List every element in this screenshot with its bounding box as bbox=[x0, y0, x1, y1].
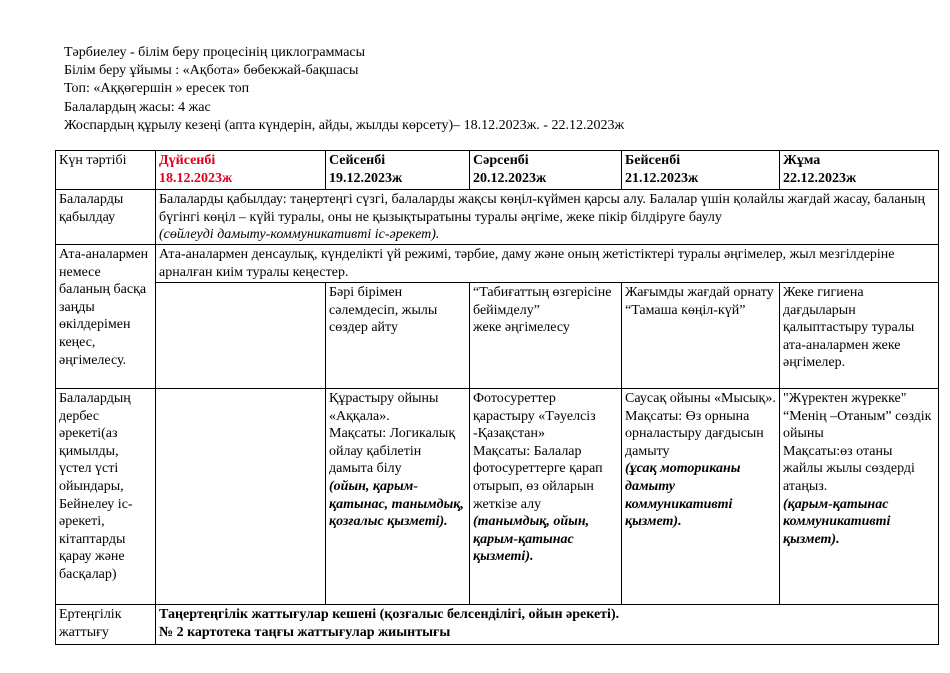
game-goal: Мақсаты: Өз орнына орналастыру дағдысын дамыту bbox=[625, 408, 764, 459]
table-row bbox=[56, 245, 939, 283]
table-row bbox=[56, 389, 939, 605]
independent-thursday-cell bbox=[622, 389, 780, 605]
reception-activity: (сөйлеуді дамыту-коммуникативті іс-әрекет). bbox=[159, 227, 440, 243]
parents-wednesday-cell bbox=[470, 283, 622, 389]
game-goal: Мақсаты:өз отаны жайлы жылы сөздерді атаңыз. bbox=[783, 443, 915, 494]
day-name: Жұма bbox=[783, 153, 821, 168]
row-label-exercise: Ертеңгілік жаттығу bbox=[56, 605, 156, 645]
parents-thursday-topic: Жағымды жағдай орнату bbox=[625, 285, 774, 300]
day-date: 20.12.2023ж bbox=[473, 170, 547, 186]
table-header-row bbox=[56, 151, 939, 190]
table-row bbox=[56, 605, 939, 645]
day-name: Дүйсенбі bbox=[159, 153, 216, 168]
game-title: Саусақ ойыны «Мысық». bbox=[625, 391, 776, 406]
table-row bbox=[56, 283, 939, 389]
game-activity: (ұсақ моториканы дамыту коммуникативті қызмет). bbox=[625, 461, 741, 530]
day-date: 21.12.2023ж bbox=[625, 170, 699, 186]
col-header-schedule: Күн тәртібі bbox=[56, 151, 156, 190]
game-activity: (қарым-қатынас коммуникативті қызмет). bbox=[783, 496, 891, 547]
reception-text: Балаларды қабылдау: таңертеңгі сүзгі, балаларды жақсы көңіл-күймен қарсы алу. Балалар үшін қолайлы жағдай жасау, баланың бүгінгі көңіл – күйі туралы, оны не қызықтыратыны туралы әңгіме, жеке пікір білдіруге баулу bbox=[159, 192, 925, 225]
independent-friday-cell bbox=[780, 389, 939, 605]
header-group: Топ: «Аққөгершін » ересек топ bbox=[64, 81, 250, 97]
parents-wednesday-form: жеке әңгімелесу bbox=[473, 320, 570, 336]
row-label-reception: Балаларды қабылдау bbox=[56, 190, 156, 245]
parents-thursday-cell bbox=[622, 283, 780, 389]
game-title: Фотосуреттер қарастыру «Тәуелсіз -Қазақстан» bbox=[473, 391, 596, 442]
day-date: 18.12.2023ж bbox=[159, 170, 233, 186]
exercise-complex: Таңертеңгілік жаттығулар кешені (қозғалыс белсенділігі, ойын әрекеті). bbox=[159, 607, 620, 622]
parents-wednesday-topic: “Табиғаттың өзгерісіне бейімделу” bbox=[473, 285, 612, 318]
independent-monday-cell bbox=[156, 389, 326, 605]
game-activity: (танымдық, ойын, қарым-қатынас қызметі). bbox=[473, 514, 590, 565]
day-header-monday bbox=[156, 151, 326, 190]
table-row bbox=[56, 190, 939, 245]
game-activity: (ойын, қарым-қатынас, танымдық, қозғалыс қызметі). bbox=[329, 478, 464, 530]
day-date: 22.12.2023ж bbox=[783, 170, 857, 186]
independent-tuesday-cell bbox=[326, 389, 470, 605]
independent-wednesday-cell bbox=[470, 389, 622, 605]
header-age: Балалардың жасы: 4 жас bbox=[64, 99, 211, 115]
day-name: Сейсенбі bbox=[329, 153, 386, 168]
day-header-friday bbox=[780, 151, 939, 190]
game-title: "Жүректен жүрекке" bbox=[783, 391, 907, 406]
cyclogram-table bbox=[55, 150, 939, 645]
day-date: 19.12.2023ж bbox=[329, 170, 403, 186]
day-header-wednesday bbox=[470, 151, 622, 190]
day-name: Сәрсенбі bbox=[473, 153, 529, 168]
header-organization: Білім беру ұйымы : «Ақбота» бөбекжай-бақшасы bbox=[64, 63, 359, 79]
game-subtitle: “Менің –Отаным” сөздік ойыны bbox=[783, 408, 932, 442]
row-label-independent: Балалардың дербес әрекеті(аз қимылды, үстел үсті ойындары, Бейнелеу іс-әрекеті, кітаптарды қарау және басқалар) bbox=[56, 389, 156, 605]
header-title: Тәрбиелеу - білім беру процесінің циклограммасы bbox=[64, 45, 366, 60]
game-title: Құрастыру ойыны «Аққала». bbox=[329, 391, 439, 424]
exercise-card: № 2 картотека таңғы жаттығулар жиынтығы bbox=[159, 624, 451, 640]
reception-cell bbox=[156, 190, 939, 245]
day-header-thursday bbox=[622, 151, 780, 190]
header-period: Жоспардың құрылу кезеңі (апта күндерін, айды, жылды көрсету)– 18.12.2023ж. - 22.12.2023ж bbox=[64, 117, 625, 133]
parents-tuesday-cell: Бәрі бірімен сәлемдесіп, жылы сөздер айту bbox=[326, 283, 470, 389]
day-name: Бейсенбі bbox=[625, 153, 681, 168]
parents-thursday-title: “Тамаша көңіл-күй” bbox=[625, 302, 746, 318]
exercise-cell bbox=[156, 605, 939, 645]
day-header-tuesday bbox=[326, 151, 470, 190]
game-goal: Мақсаты: Балалар фотосуреттерге қарап отырып, өз ойларын жеткізе алу bbox=[473, 443, 603, 512]
parents-monday-cell bbox=[156, 283, 326, 389]
row-label-parents: Ата-аналармен немесе баланың басқа заңды өкілдерімен кеңес, әңгімелесу. bbox=[56, 245, 156, 389]
game-goal: Мақсаты: Логикалық ойлау қабілетін дамыта білу bbox=[329, 426, 456, 477]
parents-general-cell: Ата-аналармен денсаулық, күнделікті үй режимі, тәрбие, даму және оның жетістіктері туралы әңгімелер, жыл мезгілдеріне арналған киім туралы кеңестер. bbox=[156, 245, 939, 283]
document-header bbox=[64, 44, 624, 135]
parents-friday-cell: Жеке гигиена дағдыларын қалыптастыру туралы ата-аналармен жеке әңгімелер. bbox=[780, 283, 939, 389]
